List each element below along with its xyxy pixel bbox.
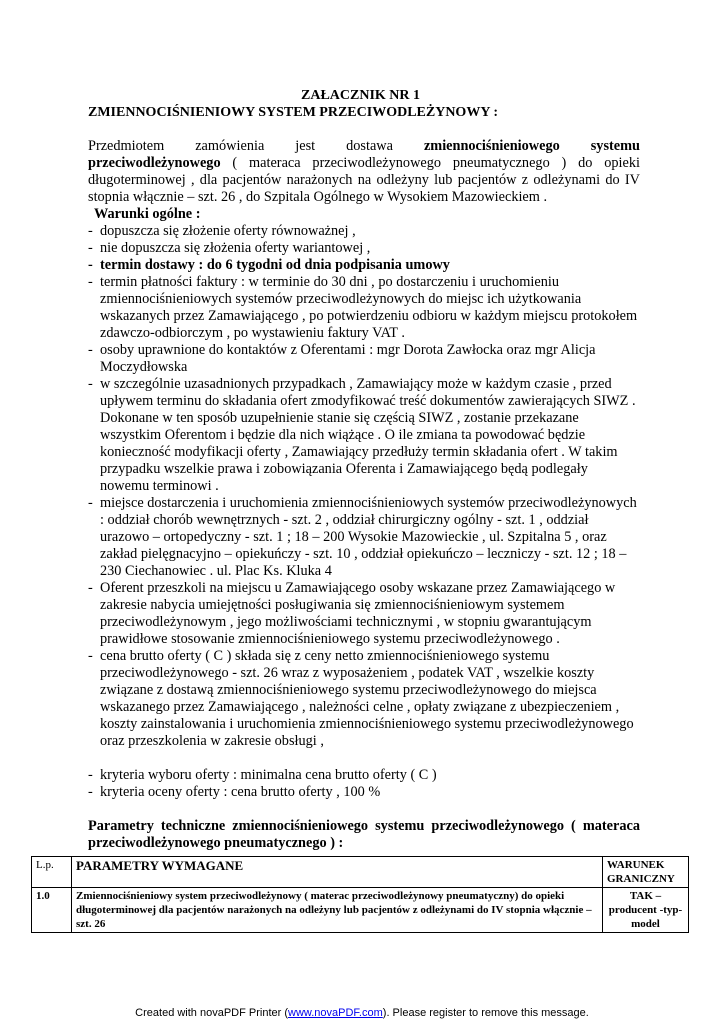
spacer xyxy=(88,750,640,767)
condition-item: - termin dostawy : do 6 tygodni od dnia podpisania umowy xyxy=(88,257,450,273)
criteria-item: - kryteria wyboru oferty : minimalna cena brutto oferty ( C ) xyxy=(88,767,437,783)
row-condition: TAK – producent -typ-model xyxy=(603,888,689,933)
intro-line-1 xyxy=(88,138,640,155)
conditions-heading: Warunki ogólne : xyxy=(94,206,201,222)
table-row xyxy=(32,888,689,933)
intro-rest: ( materaca przeciwodleżynowego pneumatycznego ) do opieki długoterminowej , dla pacjentów narażonych na odleżyny lub pacjentów z odleżynami do IV stopnia włącznie – szt. 26 , do Szpitala Ogólnego w Wysokiem Mazowieckiem . xyxy=(88,155,640,205)
footer-text: Created with novaPDF Printer ( xyxy=(135,1007,289,1019)
intro-text: Przedmiotem zamówienia jest dostawa xyxy=(88,138,424,154)
header-parameters: PARAMETRY WYMAGANE xyxy=(72,857,603,888)
table-header-row xyxy=(32,857,689,888)
condition-item: - nie dopuszcza się złożenia oferty wariantowej , xyxy=(88,240,371,256)
condition-item: - Oferent przeszkoli na miejscu u Zamawiającego osoby wskazane przez Zamawiającego w zakresie nabycia umiejętności posługiwania się zmiennociśnieniowym systemem przeciwodleżynowym , jego możliwościami technicznymi , w stopniu gwarantującym prawidłowe stosowanie zmiennociśnieniowego systemu przeciwodleżynowego . xyxy=(88,580,616,647)
criteria-list xyxy=(88,767,640,801)
condition-item: - cena brutto oferty ( C ) składa się z ceny netto zmiennociśnieniowego systemu przeciwodleżynowego - szt. 26 wraz z wyposażeniem , podatek VAT , wszelkie koszty związane z dostawą zmiennociśnieniowego systemu przeciwodleżynowego do miejsca wskazanego przez Zamawiającego , należności celne , opłaty związane z ubezpieczeniem , koszty zainstalowania i uruchomienia zmiennociśnieniowego systemu przeciwodleżynowego oraz przeszkolenia w zakresie obsługi , xyxy=(88,648,634,749)
annex-title: ZAŁACZNIK NR 1 xyxy=(301,88,421,103)
header-condition: WARUNEK GRANICZNY xyxy=(603,857,689,888)
condition-item: - miejsce dostarczenia i uruchomienia zmiennociśnieniowych systemów przeciwodleżynowych : oddział chorób wewnętrznych - szt. 2 , oddział chirurgiczny ogólny - szt. 1 , oddział urazowo – ortopedyczny - szt. 1 ; 18 – 200 Wysokie Mazowieckie , ul. Szpitalna 5 , oraz zakład pielęgnacyjno – opiekuńczy - szt. 10 , oddział opiekuńczo – leczniczy - szt. 12 ; 18 – 230 Ciechanowiec . ul. Plac Ks. Kluka 4 xyxy=(88,495,637,579)
params-heading: Parametry techniczne zmiennociśnieniowego systemu przeciwodleżynowego ( materaca przeciwodleżynowego pneumatycznego ) : xyxy=(88,818,640,851)
header-lp: L.p. xyxy=(32,857,72,888)
row-lp: 1.0 xyxy=(32,888,72,933)
condition-item: - osoby uprawnione do kontaktów z Oferentami : mgr Dorota Zawłocka oraz mgr Alicja Moczydłowska xyxy=(88,342,596,375)
condition-item: - termin płatności faktury : w terminie do 30 dni , po dostarczeniu i uruchomieniu zmiennociśnieniowych systemów przeciwodleżynowych do miejsc ich użytkowania wskazanych przez Zamawiającego , po potwierdzeniu odbioru w każdym miejscu protokołem zdawczo-odbiorczym , po wystawieniu faktury VAT . xyxy=(88,274,638,341)
intro-bold: zmiennociśnieniowego systemu xyxy=(423,138,640,154)
row-parameter: Zmiennociśnieniowy system przeciwodleżynowy ( materac przeciwodleżynowy pneumatyczny) do opieki długoterminowej dla pacjentów narażonych na odleżyny lub pacjentów z odleżynami do IV stopnia włącznie – szt. 26 xyxy=(72,888,603,933)
system-title: ZMIENNOCIŚNIENIOWY SYSTEM PRZECIWODLEŻYNOWY : xyxy=(88,105,499,120)
footer-text-end: ). Please register to remove this message. xyxy=(382,1007,589,1019)
condition-item: - w szczególnie uzasadnionych przypadkach , Zamawiający może w każdym czasie , przed upływem terminu do składania ofert zmodyfikować treść dokumentów zawierających SIWZ . Dokonane w ten sposób uzupełnienie stanie się częścią SIWZ , zostanie przekazane wszystkim Oferentom i będzie dla nich wiążące . O ile zmiana ta powodować będzie konieczność modyfikacji oferty , Zamawiający przedłuży termin składania ofert . W takim przypadku wszelkie prawa i zobowiązania Oferenta i Zamawiającego będą podlegały nowemu terminowi . xyxy=(88,376,636,494)
pdf-footer xyxy=(0,1006,724,1020)
document-body xyxy=(88,87,640,852)
conditions-list xyxy=(88,223,640,750)
criteria-item: - kryteria oceny oferty : cena brutto oferty , 100 % xyxy=(88,784,381,800)
novapdf-link[interactable]: www.novaPDF.com xyxy=(288,1007,383,1019)
intro-bold-2: przeciwodleżynowego xyxy=(88,155,221,171)
intro-paragraph xyxy=(88,138,640,206)
condition-item: - dopuszcza się złożenie oferty równoważnej , xyxy=(88,223,356,239)
parameters-table xyxy=(31,856,689,933)
